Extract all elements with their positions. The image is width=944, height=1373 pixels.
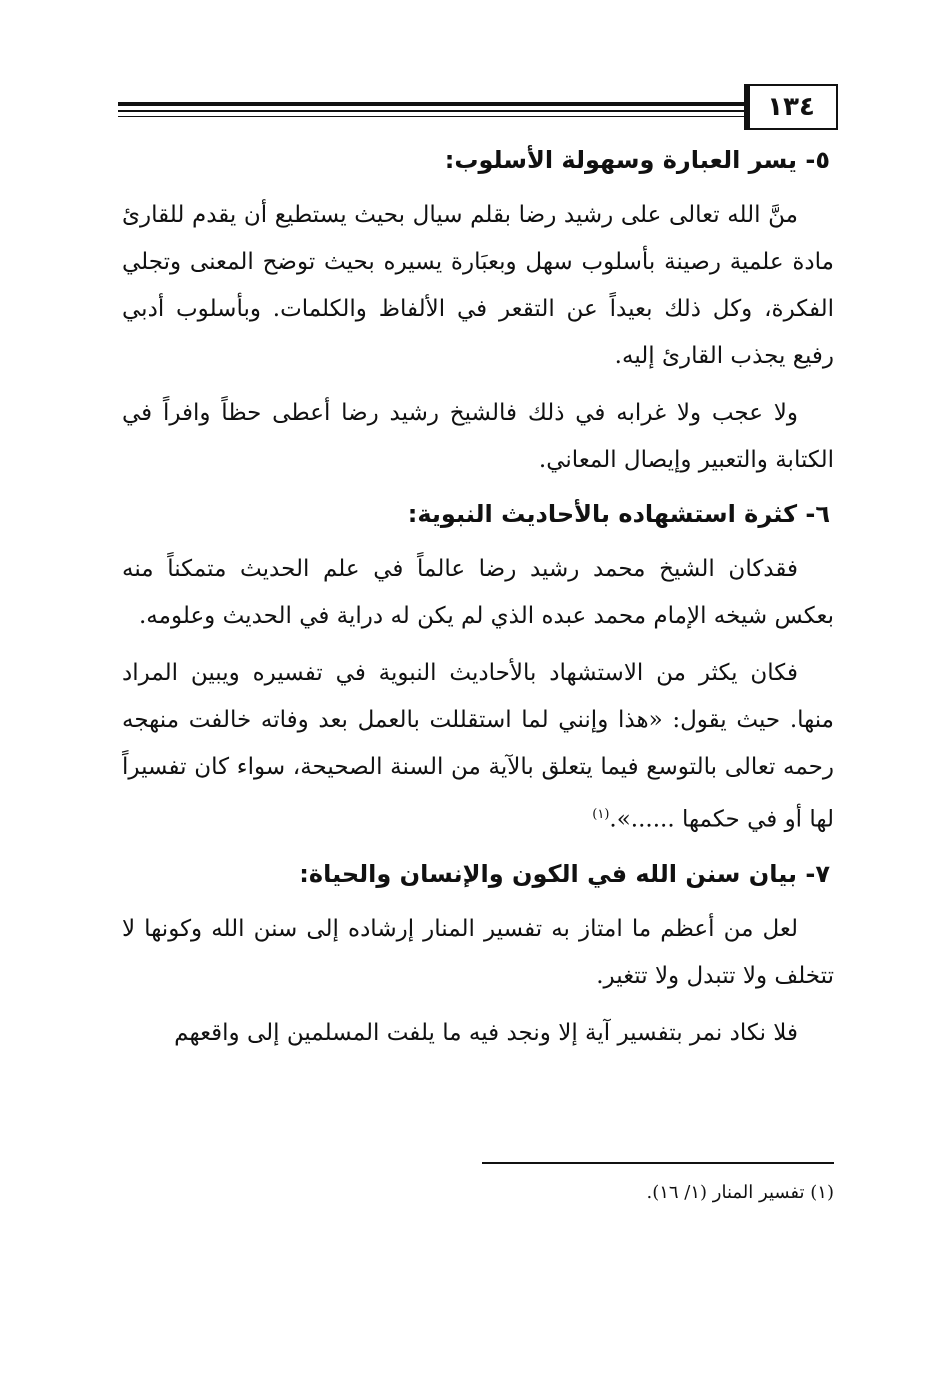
paragraph-with-reference: [122, 650, 834, 844]
paragraph: فلا نكاد نمر بتفسير آية إلا ونجد فيه ما يلفت المسلمين إلى واقعهم: [174, 1019, 798, 1046]
section-heading-6: ٦- كثرة استشهاده بالأحاديث النبوية:: [407, 500, 830, 528]
paragraph: فقدكان الشيخ محمد رشيد رضا عالماً في علم الحديث متمكناً منه بعكس شيخه الإمام محمد عبده الذي لم يكن له دراية في الحديث وعلومه.: [122, 556, 834, 629]
header-rule-thin: [118, 116, 748, 117]
paragraph: ولا عجب ولا غرابه في ذلك فالشيخ رشيد رضا أعطى حظاً وافراً في الكتابة والتعبير وإيصال المعاني.: [122, 400, 834, 473]
page-number: ١٣٤: [744, 84, 838, 130]
page-body: [122, 140, 834, 1067]
header-rule: [118, 102, 748, 112]
section-heading-7: ٧- بيان سنن الله في الكون والإنسان والحياة:: [299, 859, 830, 888]
footnote: (١) تفسير المنار (١/ ١٦).: [646, 1182, 834, 1203]
paragraph-text: فكان يكثر من الاستشهاد بالأحاديث النبوية في تفسيره ويبين المراد منها. حيث يقول: «هذا وإنني لما استقللت بالعمل بعد وفاته خالفت منهجه رحمه تعالى بالتوسع فيما يتعلق بالآية من السنة الصحيحة، سواء كان تفسيراً لها أو في حكمها ......».: [122, 660, 834, 833]
footnote-divider: [482, 1162, 834, 1164]
page-header: [118, 84, 838, 130]
section-heading-5: ٥- يسر العبارة وسهولة الأسلوب:: [444, 146, 830, 174]
paragraph: لعل من أعظم ما امتاز به تفسير المنار إرشاده إلى سنن الله وكونها لا تتخلف ولا تتبدل ولا تتغير.: [122, 915, 834, 989]
paragraph: منَّ الله تعالى على رشيد رضا بقلم سيال بحيث يستطيع أن يقدم للقارئ مادة علمية رصينة بأسلوب سهل وبعبَارة يسيره بحيث توضح المعنى وتجلي الفكرة، وكل ذلك بعيداً عن التقعر في الألفاظ والكلمات. وبأسلوب أدبي رفيع يجذب القارئ إليه.: [122, 202, 834, 369]
footnote-reference[interactable]: (١): [592, 807, 610, 822]
